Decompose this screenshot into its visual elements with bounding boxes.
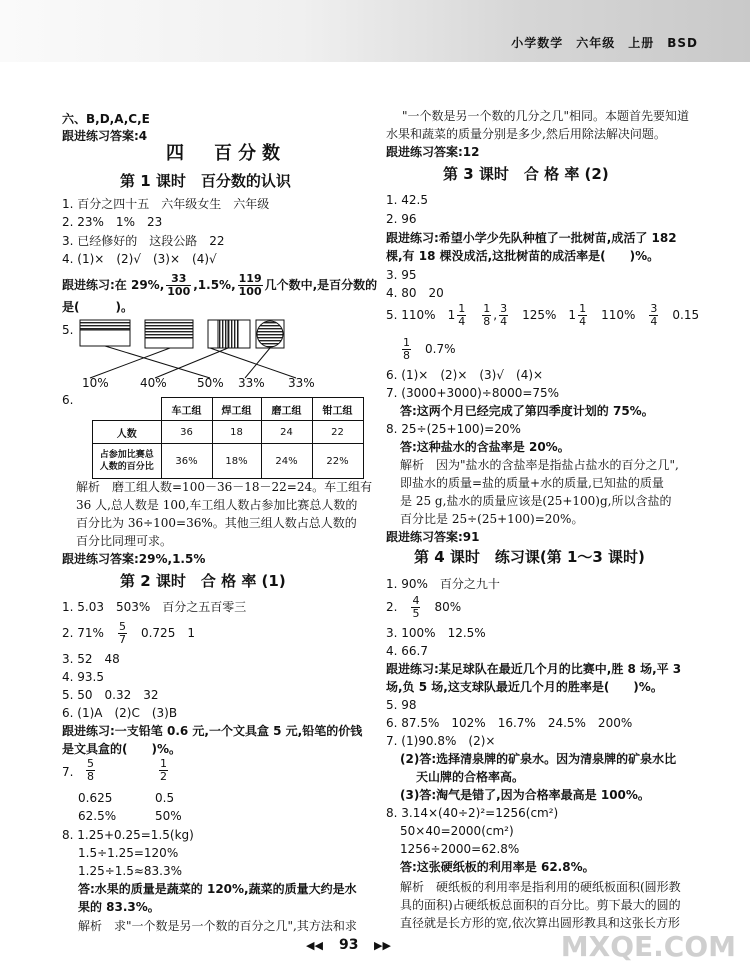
table-header: 钳工组 bbox=[312, 398, 363, 421]
explanation-line: 36 人,总人数是 100,车工组人数占参加比赛总人数的 bbox=[76, 498, 358, 512]
lesson-title: 第 4 课时 练习课(第 1～3 课时) bbox=[414, 548, 645, 566]
answer-line: 答:这两个月已经完成了第四季度计划的 75%。 bbox=[400, 404, 654, 418]
text: 80% bbox=[434, 600, 462, 614]
numerator: 1 bbox=[458, 302, 466, 315]
fraction bbox=[411, 595, 420, 620]
text: 0.7% bbox=[425, 342, 456, 356]
numerator: 1 bbox=[160, 757, 167, 770]
percent-option: 33% bbox=[238, 376, 265, 390]
answer-line bbox=[62, 620, 195, 646]
explanation-line: 解析 硬纸板的利用率是指利用的硬纸板面积(圆形教 bbox=[400, 880, 681, 894]
numerator: 5 bbox=[118, 620, 126, 633]
fraction bbox=[649, 303, 658, 328]
answer-line: 8. 3.14×(40÷2)²=1256(cm²) bbox=[386, 806, 559, 820]
answer-line: 3. 52 48 bbox=[62, 652, 120, 666]
explanation-line: "一个数是另一个数的几分之几"相同。本题首先要知道 bbox=[402, 109, 690, 123]
table-cell: 36 bbox=[161, 421, 212, 444]
answer-value: 62.5% bbox=[78, 809, 117, 823]
table-cell: 18 bbox=[212, 421, 261, 444]
fraction bbox=[578, 303, 587, 328]
follow-up-exercise: 跟进练习:某足球队在最近几个月的比赛中,胜 8 场,平 3 bbox=[386, 662, 682, 676]
percent-option: 40% bbox=[140, 376, 167, 390]
answer-line: 1. 百分之四十五 六年级女生 六年级 bbox=[62, 197, 270, 211]
answer-line: 1256÷2000=62.8% bbox=[400, 842, 520, 856]
follow-up-answer: 跟进练习答案:91 bbox=[386, 530, 480, 544]
fraction bbox=[402, 337, 411, 362]
text: 人数的百分比 bbox=[99, 462, 154, 472]
answer-value: 50% bbox=[155, 809, 182, 823]
table-header: 车工组 bbox=[161, 398, 212, 421]
table-header: 焊工组 bbox=[212, 398, 261, 421]
follow-up-answer: 跟进练习答案:12 bbox=[386, 145, 480, 159]
denominator: 8 bbox=[403, 349, 410, 362]
follow-up-exercise: 场,负 5 场,这支球队最近几个月的胜率是( )%。 bbox=[386, 680, 663, 694]
denominator: 2 bbox=[160, 770, 167, 783]
text: 2. bbox=[386, 600, 398, 614]
denominator: 100 bbox=[238, 285, 262, 298]
table-cell: 18% bbox=[212, 444, 261, 479]
lesson-title: 第 2 课时 合 格 率 (1) bbox=[120, 572, 286, 590]
shape-2 bbox=[145, 320, 193, 348]
numerator: 1 bbox=[403, 336, 410, 349]
answer-line: 3. 95 bbox=[386, 268, 417, 282]
answer-line: 2. 96 bbox=[386, 212, 417, 226]
answer-line: 6. (1)A (2)C (3)B bbox=[62, 706, 178, 720]
table-cell: 22 bbox=[312, 421, 363, 444]
item-number: 5. bbox=[62, 323, 74, 337]
answer-line: 7. (3000+3000)÷8000=75% bbox=[386, 386, 560, 400]
explanation-line: 百分比同理可求。 bbox=[76, 534, 173, 548]
explanation-line: 是 25 g,盐水的质量应该是(25+100)g,所以含盐的 bbox=[400, 494, 672, 508]
whole-number: 1 bbox=[568, 308, 577, 322]
answer-fraction bbox=[84, 758, 97, 783]
item-number: 6. bbox=[62, 393, 74, 407]
book-subtitle: 小学数学 六年级 上册 BSD bbox=[511, 36, 698, 50]
denominator: 100 bbox=[167, 285, 191, 298]
denominator: 4 bbox=[458, 315, 466, 328]
table-cell: 24% bbox=[261, 444, 312, 479]
text: 0.725 1 bbox=[140, 626, 195, 640]
numerator: 3 bbox=[500, 302, 508, 315]
answer-line: 答:这张硬纸板的利用率是 62.8%。 bbox=[400, 860, 595, 874]
explanation-line: 水果和蔬菜的质量分别是多少,然后用除法解决问题。 bbox=[386, 127, 666, 141]
answer-line: 2. 23% 1% 23 bbox=[62, 215, 163, 229]
percent-option: 50% bbox=[197, 376, 224, 390]
percent-option: 10% bbox=[82, 376, 109, 390]
text: 110% bbox=[601, 308, 636, 322]
answer-line: 5. 50 0.32 32 bbox=[62, 688, 159, 702]
answer-line: 六、B,D,A,C,E bbox=[62, 112, 150, 126]
text: 0.15 bbox=[672, 308, 700, 322]
explanation-line: 具的面积)占硬纸板总面积的百分比。剪下最大的圆的 bbox=[400, 898, 681, 912]
table-row-label bbox=[93, 444, 162, 479]
answer-line: 5. 110% 1 $\frac{1}{4}$ $\frac{1}{8}$ , $\frac{3}{4}$ 125% 1 $\frac{1}{4}$ 110% $\frac{3}{4}$ 0.15 bbox=[386, 302, 700, 328]
follow-up-exercise bbox=[62, 272, 377, 298]
answer-line: 4. (1)× (2)√ (3)× (4)√ bbox=[62, 252, 217, 266]
explanation-line: 解析 因为"盐水的含盐率是指盐占盐水的百分之几", bbox=[400, 458, 679, 472]
answer-line: 8. 1.25+0.25=1.5(kg) bbox=[62, 828, 194, 842]
fraction bbox=[86, 758, 95, 783]
numerator: 119 bbox=[238, 272, 262, 285]
next-page-icon[interactable]: ▶▶ bbox=[374, 939, 391, 952]
denominator: 4 bbox=[579, 315, 587, 328]
answer-line: 1. 42.5 bbox=[386, 193, 428, 207]
follow-up-answer: 跟进练习答案:29%,1.5% bbox=[62, 552, 206, 566]
numerator: 5 bbox=[87, 757, 94, 770]
shape-1 bbox=[80, 320, 130, 346]
answer-value: 0.5 bbox=[155, 791, 175, 805]
chapter-title: 四 百分数 bbox=[166, 143, 286, 164]
explanation-line: 百分比是 25÷(25+100)=20%。 bbox=[400, 512, 584, 526]
answer-fraction bbox=[157, 758, 170, 783]
follow-up-exercise: 是( )。 bbox=[62, 300, 133, 314]
denominator: 8 bbox=[87, 770, 94, 783]
fraction bbox=[499, 303, 508, 328]
page-number: 93 bbox=[339, 937, 359, 953]
answer-line bbox=[386, 594, 461, 620]
explanation-line: 直径就是长方形的宽,依次算出圆形教具和这张长方形 bbox=[400, 916, 680, 930]
text: 125% bbox=[522, 308, 557, 322]
answer-line: 1.25÷1.5≈83.3% bbox=[78, 864, 183, 878]
answer-line: 1. 5.03 503% 百分之五百零三 bbox=[62, 600, 247, 614]
shape-4 bbox=[256, 320, 284, 348]
answer-line: (2)答:选择清泉牌的矿泉水。因为清泉牌的矿泉水比 bbox=[400, 752, 677, 766]
answer-line: 8. 25÷(25+100)=20% bbox=[386, 422, 521, 436]
fraction bbox=[159, 758, 168, 783]
answer-line: 答:这种盐水的含盐率是 20%。 bbox=[400, 440, 570, 454]
follow-up-exercise: 是文具盒的( )%。 bbox=[62, 742, 181, 756]
denominator: 8 bbox=[483, 315, 491, 328]
page-header-band bbox=[0, 0, 750, 62]
explanation-line: 百分比为 36÷100=36%。其他三组人数占总人数的 bbox=[76, 516, 357, 530]
answer-line: 6. (1)× (2)× (3)√ (4)× bbox=[386, 368, 544, 382]
explanation-line: 即盐水的质量=盐的质量+水的质量,已知盐的质量 bbox=[400, 476, 664, 490]
table-cell: 24 bbox=[261, 421, 312, 444]
follow-up-exercise: 跟进练习:希望小学少先队种植了一批树苗,成活了 182 bbox=[386, 231, 677, 245]
text: 5. 110% bbox=[386, 308, 436, 322]
numerator: 3 bbox=[650, 302, 658, 315]
answer-line: 4. 66.7 bbox=[386, 644, 428, 658]
answer-line: 4. 93.5 bbox=[62, 670, 104, 684]
answer-line: 天山牌的合格率高。 bbox=[416, 770, 525, 784]
text: 占参加比赛总 bbox=[99, 450, 154, 460]
answer-line: 3. 已经修好的 这段公路 22 bbox=[62, 234, 225, 248]
answer-line: 7. (1)90.8% (2)× bbox=[386, 734, 496, 748]
table-cell: 36% bbox=[161, 444, 212, 479]
answer-line: 1.5÷1.25=120% bbox=[78, 846, 179, 860]
text: ,1.5%, bbox=[193, 278, 236, 292]
follow-up-exercise: 棵,有 18 棵没成活,这批树苗的成活率是( )%。 bbox=[386, 249, 660, 263]
denominator: 5 bbox=[412, 607, 420, 620]
shape-3 bbox=[208, 320, 250, 348]
prev-page-icon[interactable]: ◀◀ bbox=[306, 939, 323, 952]
fraction bbox=[238, 273, 263, 298]
text: 几个数中,是百分数的 bbox=[264, 278, 378, 292]
table-header: 磨工组 bbox=[261, 398, 312, 421]
numerator: 4 bbox=[412, 594, 420, 607]
follow-up-exercise: 跟进练习:一支铅笔 0.6 元,一个文具盒 5 元,铅笔的价钱 bbox=[62, 724, 363, 738]
answer-value: 0.625 bbox=[78, 791, 113, 805]
numerator: 33 bbox=[166, 273, 191, 286]
numerator: 1 bbox=[579, 302, 587, 315]
answer-line: 6. 87.5% 102% 16.7% 24.5% 200% bbox=[386, 716, 633, 730]
fraction bbox=[166, 273, 191, 298]
fraction bbox=[482, 303, 491, 328]
lesson-title: 第 1 课时 百分数的认识 bbox=[120, 172, 291, 190]
percent-table bbox=[92, 397, 364, 479]
answer-line bbox=[400, 336, 456, 362]
matching-lines bbox=[90, 346, 296, 378]
denominator: 4 bbox=[650, 315, 658, 328]
answer-line: 果的 83.3%。 bbox=[78, 900, 160, 914]
fraction bbox=[118, 621, 127, 646]
answer-line: (3)答:淘气是错了,因为合格率最高是 100%。 bbox=[400, 788, 650, 802]
watermark: MXQE.COM bbox=[560, 930, 736, 963]
whole-number: 1 bbox=[447, 308, 456, 322]
numerator: 1 bbox=[483, 302, 491, 315]
denominator: 4 bbox=[500, 315, 508, 328]
answer-line: 3. 100% 12.5% bbox=[386, 626, 486, 640]
text: 跟进练习:在 29%, bbox=[62, 278, 165, 292]
text: 2. 71% bbox=[62, 626, 104, 640]
answer-line: 1. 90% 百分之九十 bbox=[386, 577, 500, 591]
explanation-line: 解析 求"一个数是另一个数的百分之几",其方法和求 bbox=[78, 919, 357, 933]
table-cell bbox=[93, 398, 162, 421]
lesson-title: 第 3 课时 合 格 率 (2) bbox=[443, 165, 609, 183]
denominator: 7 bbox=[118, 633, 126, 646]
table-cell: 22% bbox=[312, 444, 363, 479]
fraction bbox=[457, 303, 466, 328]
follow-up-answer: 跟进练习答案:4 bbox=[62, 129, 148, 143]
percent-option: 33% bbox=[288, 376, 315, 390]
table-row-label: 人数 bbox=[93, 421, 162, 444]
answer-line: 4. 80 20 bbox=[386, 286, 444, 300]
answer-line: 50×40=2000(cm²) bbox=[400, 824, 514, 838]
answer-line: 5. 98 bbox=[386, 698, 417, 712]
item-number: 7. bbox=[62, 765, 74, 779]
answer-line: 答:水果的质量是蔬菜的 120%,蔬菜的质量大约是水 bbox=[78, 882, 357, 896]
explanation-line: 解析 磨工组人数=100－36－18－22=24。车工组有 bbox=[76, 480, 373, 494]
